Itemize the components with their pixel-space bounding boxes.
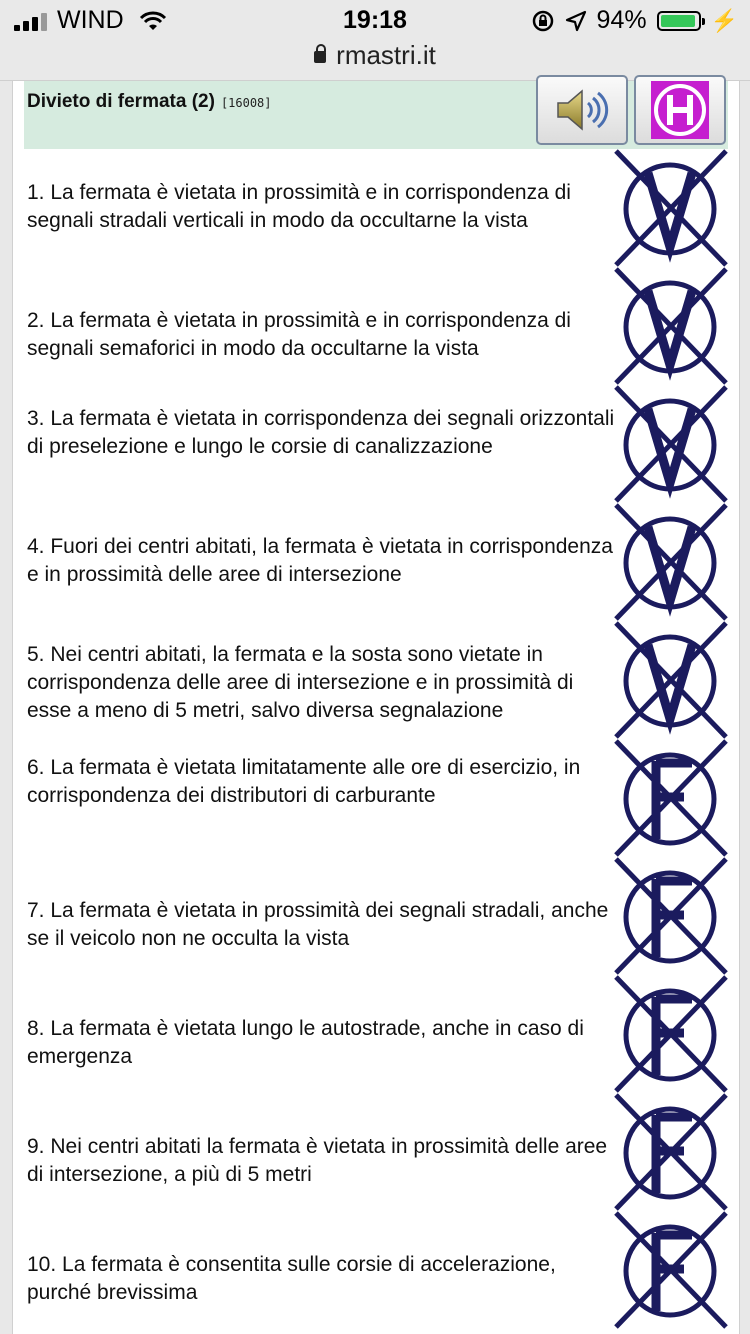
false-mark-icon[interactable]: [612, 739, 728, 857]
answer-text: 9. Nei centri abitati la fermata è vietata in prossimità delle aree di intersezione, a più di 5 metri: [27, 1135, 608, 1186]
answer-text: 8. La fermata è vietata lungo le autostrade, anche in caso di emergenza: [27, 1017, 584, 1068]
h-sign-icon: [649, 79, 711, 141]
answer-text: 1. La fermata è vietata in prossimità e in corrispondenza di segnali stradali verticali in modo da occultarne la vista: [27, 181, 571, 232]
answer-text: 7. La fermata è vietata in prossimità dei segnali stradali, anche se il veicolo non ne occulta la vista: [27, 899, 609, 950]
charging-bolt-icon: ⚡: [710, 7, 738, 33]
status-right: [531, 6, 738, 35]
status-bar: [0, 0, 750, 40]
answer-row[interactable]: [24, 1093, 728, 1211]
false-mark-icon[interactable]: [612, 1093, 728, 1211]
answer-row[interactable]: [24, 149, 728, 267]
lock-icon: [314, 51, 326, 63]
answer-row[interactable]: [24, 621, 728, 739]
answer-row[interactable]: [24, 975, 728, 1093]
battery-icon: [657, 11, 701, 31]
false-mark-icon[interactable]: [612, 975, 728, 1093]
carrier-name: WIND: [57, 6, 124, 34]
speaker-icon: [554, 87, 610, 133]
url-text: rmastri.it: [336, 40, 436, 70]
answer-text: 3. La fermata è vietata in corrispondenza dei segnali orizzontali di preselezione e lungo le corsie di canalizzazione: [27, 407, 615, 458]
question-code: [16008]: [220, 96, 272, 110]
title-text: Divieto di fermata (2): [27, 91, 215, 112]
answer-text: 6. La fermata è vietata limitatamente alle ore di esercizio, in corrispondenza dei distributori di carburante: [27, 756, 581, 807]
true-mark-icon[interactable]: [612, 149, 728, 267]
audio-button[interactable]: [536, 75, 628, 145]
rotation-lock-icon: [531, 9, 555, 33]
answer-row[interactable]: [24, 1211, 728, 1329]
answer-text: 4. Fuori dei centri abitati, la fermata è vietata in corrispondenza e in prossimità delle aree di intersezione: [27, 535, 613, 586]
hint-button[interactable]: [634, 75, 726, 145]
answer-text: 10. La fermata è consentita sulle corsie di accelerazione, purché brevissima: [27, 1253, 556, 1304]
answer-text: 2. La fermata è vietata in prossimità e in corrispondenza di segnali semaforici in modo da occultarne la vista: [27, 309, 571, 360]
answer-row[interactable]: [24, 857, 728, 975]
quiz-page: [12, 81, 740, 1334]
battery-percent: 94%: [596, 6, 647, 34]
true-mark-icon[interactable]: [612, 621, 728, 739]
true-mark-icon[interactable]: [612, 267, 728, 385]
answer-row[interactable]: [24, 503, 728, 621]
false-mark-icon[interactable]: [612, 1211, 728, 1329]
page-title: [27, 91, 272, 113]
false-mark-icon[interactable]: [612, 857, 728, 975]
true-mark-icon[interactable]: [612, 503, 728, 621]
question-header: [24, 81, 728, 149]
answer-row[interactable]: [24, 267, 728, 385]
clock: 19:18: [343, 6, 407, 34]
answer-row[interactable]: [24, 739, 728, 857]
true-mark-icon[interactable]: [612, 385, 728, 503]
answer-row[interactable]: [24, 385, 728, 503]
answer-text: 5. Nei centri abitati, la fermata e la sosta sono vietate in corrispondenza delle aree di intersezione e in prossimità di esse a meno di 5 metri, salvo diversa segnalazione: [27, 643, 574, 722]
location-arrow-icon: [565, 10, 587, 32]
